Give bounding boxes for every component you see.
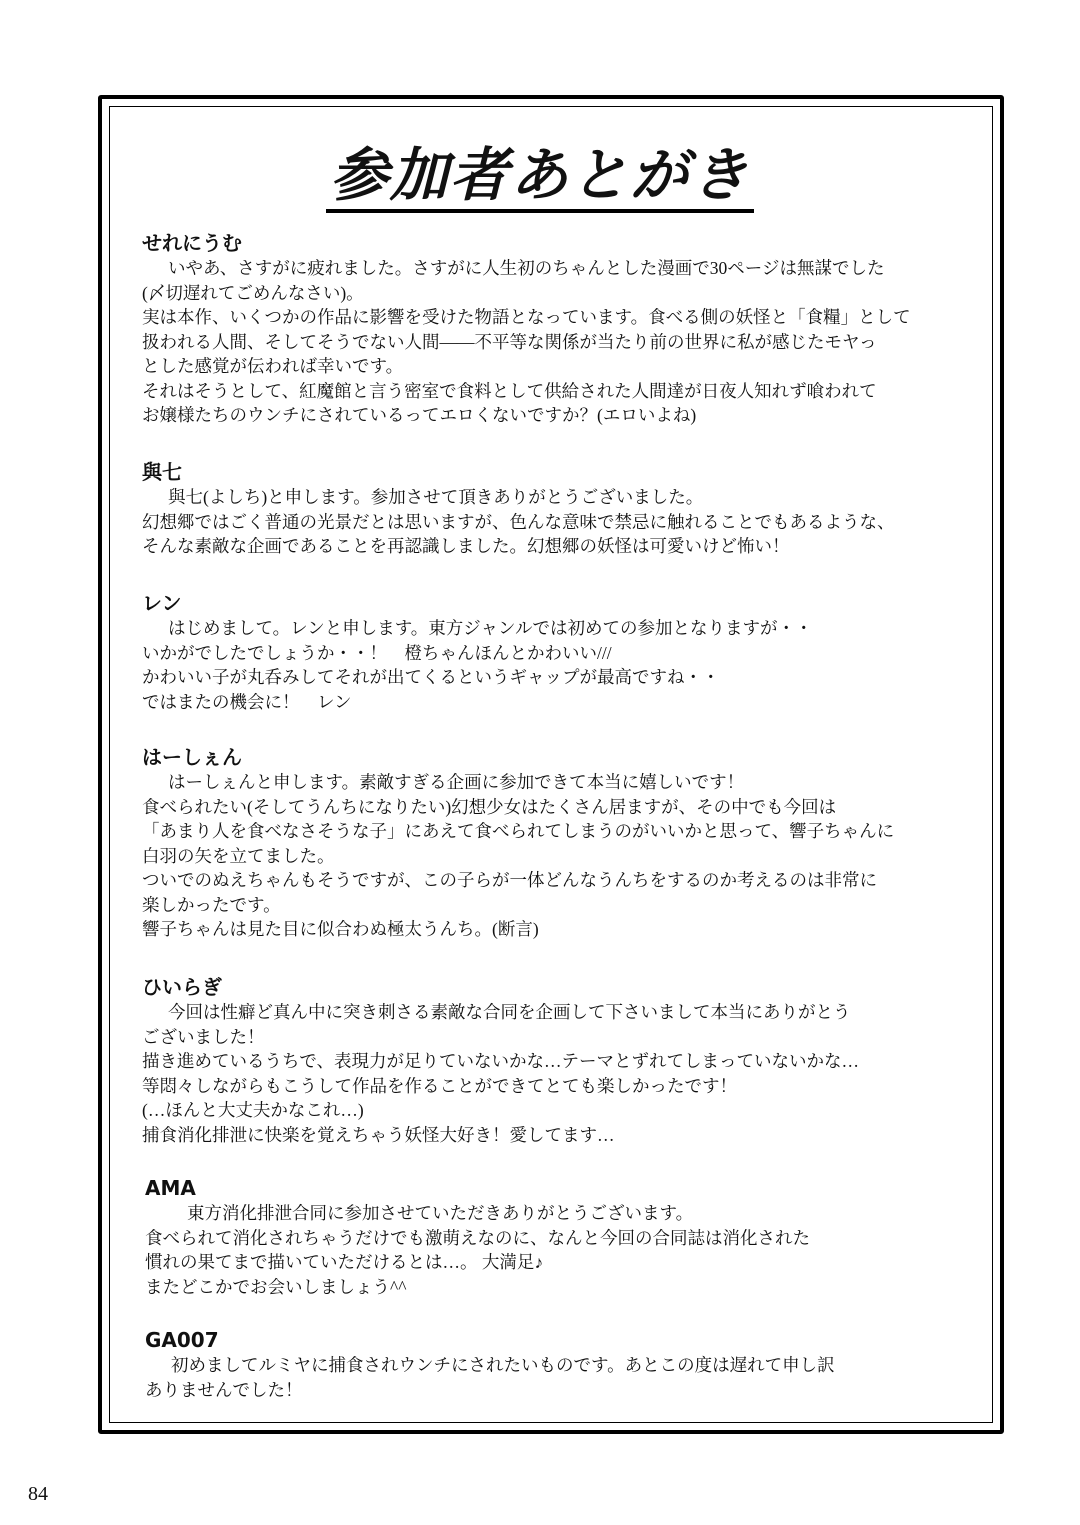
comment-line: いやあ、さすがに疲れました。さすがに人生初のちゃんとした漫画で30ページは無謀でした: [168, 258, 885, 278]
comment-line: いかがでしたでしょうか・・！ 橙ちゃんほんとかわいい///: [142, 642, 612, 663]
contributor-name: レン: [142, 591, 182, 615]
comment-line: (…ほんと大丈夫かなこれ…): [142, 1100, 364, 1120]
afterword-section: [142, 230, 972, 428]
afterword-section: [145, 1175, 975, 1299]
comment-line: 響子ちゃんは見た目に似合わぬ極太うんち。(断言): [142, 919, 539, 939]
comment-line: 初めましてルミヤに捕食されウンチにされたいものです。あとこの度は遅れて申し訳: [171, 1355, 835, 1375]
contributor-name: GA007: [145, 1328, 219, 1352]
page-title: [0, 128, 1080, 212]
contributor-name: 與七: [142, 460, 182, 484]
afterword-section: [142, 590, 972, 714]
comment-line: 等悶々しながらもこうして作品を作ることができてとても楽しかったです！: [142, 1075, 737, 1096]
comment-line: ついでのぬえちゃんもそうですが、この子らが一体どんなうんちをするのか考えるのは非常に: [142, 870, 877, 890]
contributor-name: ひいらぎ: [142, 975, 222, 999]
comment-line: (〆切遅れてごめんなさい)。: [142, 282, 364, 303]
page-number: 84: [28, 1483, 48, 1505]
comment-line: 描き進めているうちで、表現力が足りていないかな…テーマとずれてしまっていないかな…: [142, 1051, 859, 1071]
comment-line: とした感覚が伝われば幸いです。: [142, 356, 404, 376]
comment-line: 白羽の矢を立てました。: [142, 845, 335, 866]
contributor-name: せれにうむ: [142, 231, 242, 255]
comment-line: 幻想郷ではごく普通の光景だとは思いますが、色んな意味で禁忌に触れることでもあるような、: [142, 511, 895, 532]
comment-line: そんな素敵な企画であることを再認識しました。幻想郷の妖怪は可愛いけど怖い！: [142, 536, 790, 556]
comment-line: 慣れの果てまで描いていただけるとは…。 大満足♪: [145, 1252, 544, 1272]
comment-line: 今回は性癖ど真ん中に突き刺さる素敵な合同を企画して下さいまして本当にありがとう: [168, 1002, 851, 1022]
comment-line: ございました！: [142, 1026, 265, 1047]
comment-line: ありませんでした！: [145, 1379, 303, 1400]
comment-line: 東方消化排泄合同に参加させていただきありがとうございます。: [187, 1203, 694, 1223]
comment-line: かわいい子が丸呑みしてそれが出てくるというギャップが最高ですね・・: [142, 667, 720, 687]
comment-line: 捕食消化排泄に快楽を覚えちゃう妖怪大好き！愛してます…: [142, 1124, 615, 1145]
afterword-section: [142, 974, 972, 1147]
comment-line: 扱われる人間、そしてそうでない人間――不平等な関係が当たり前の世界に私が感じたモヤっ: [142, 331, 877, 352]
comment-line: 実は本作、いくつかの作品に影響を受けた物語となっています。食べる側の妖怪と「食糧」として: [142, 307, 911, 327]
comment-line: 「あまり人を食べなさそうな子」にあえて食べられてしまうのがいいかと思って、響子ちゃんに: [142, 821, 895, 841]
comment-line: お嬢様たちのウンチにされているってエロくないですか？(エロいよね): [142, 405, 697, 425]
comment-line: 與七(よしち)と申します。参加させて頂きありがとうございました。: [168, 487, 704, 507]
comment-line: それはそうとして、紅魔館と言う密室で食料として供給された人間達が日夜人知れず喰われて: [142, 380, 877, 401]
comment-line: 楽しかったです。: [142, 894, 281, 915]
afterword-section: [142, 459, 972, 559]
comment-line: ではまたの機会に！ レン: [142, 691, 352, 712]
contributor-name: AMA: [145, 1176, 196, 1200]
comment-line: またどこかでお会いしましょう^^: [145, 1276, 407, 1297]
comment-line: はじめまして。レンと申します。東方ジャンルでは初めての参加となりますが・・: [168, 618, 813, 638]
afterword-section: [145, 1327, 975, 1402]
afterword-section: [142, 744, 972, 942]
comment-line: 食べられて消化されちゃうだけでも激萌えなのに、なんと今回の合同誌は消化された: [145, 1227, 810, 1248]
comment-line: 食べられたい(そしてうんちになりたい)幻想少女はたくさん居ますが、その中でも今回は: [142, 796, 837, 817]
comment-line: はーしぇんと申します。素敵すぎる企画に参加できて本当に嬉しいです！: [168, 772, 745, 792]
page-title-text: 参加者あとがき: [326, 141, 754, 213]
contributor-name: はーしぇん: [142, 745, 242, 769]
